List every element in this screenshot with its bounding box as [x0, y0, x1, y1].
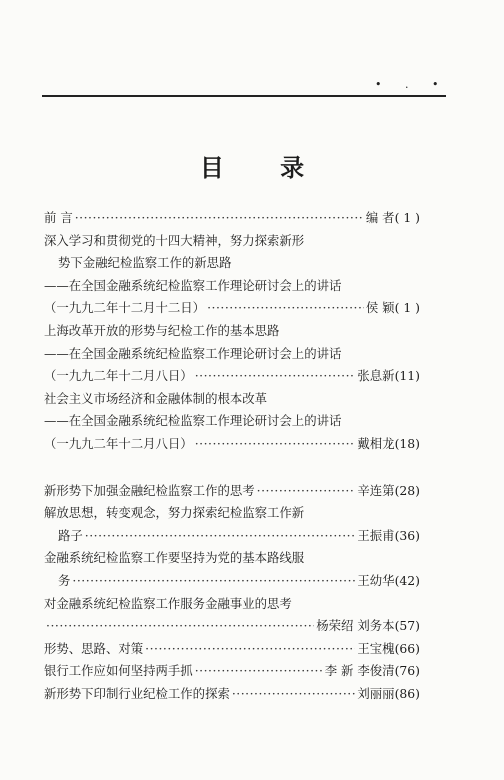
entry-subtitle: ——在全国金融系统纪检监察工作理论研讨会上的讲话: [44, 345, 342, 361]
toc-entry-preface[interactable]: [44, 208, 420, 231]
entry-title: 银行工作应如何坚持两手抓: [44, 663, 193, 679]
entry-title: 金融系统纪检监察工作要坚持为党的基本路线服: [44, 550, 305, 566]
entry-title: 上海改革开放的形势与纪检工作的基本思路: [44, 322, 280, 338]
dot-leader: [145, 641, 355, 656]
dot-leader: [257, 483, 356, 498]
entry-author: 王振甫: [357, 527, 395, 543]
entry-page: ( 1 ): [394, 210, 420, 225]
entry-author: 侯 颖: [365, 300, 395, 316]
entry-author: 王幼华: [357, 572, 395, 588]
dot-leader: [75, 210, 364, 225]
entry-page: (57): [394, 618, 420, 634]
header-rule: [42, 95, 446, 97]
table-of-contents: [44, 208, 420, 706]
dot-leader: [232, 686, 356, 701]
toc-entry-subtitle: [44, 411, 420, 434]
toc-entry[interactable]: [44, 684, 420, 707]
entry-subtitle: ——在全国金融系统纪检监察工作理论研讨会上的讲话: [44, 277, 342, 293]
entry-title: 对金融系统纪检监察工作服务金融事业的思考: [44, 595, 292, 611]
entry-author: 李 新 李俊清: [324, 663, 395, 679]
toc-entry[interactable]: [44, 639, 420, 662]
header-mark: • . •: [375, 78, 449, 91]
toc-entry-subtitle: [44, 344, 420, 367]
entry-author: 张息新: [357, 368, 395, 384]
dot-leader: [195, 368, 356, 383]
dot-leader: [195, 436, 356, 451]
entry-date: （一九九二年十二月八日）: [44, 435, 193, 451]
entry-title: 新形势下加强金融纪检监察工作的思考: [44, 482, 255, 498]
entry-page: (86): [394, 685, 420, 701]
entry-page: (42): [394, 572, 420, 588]
entry-title: 社会主义市场经济和金融体制的根本改革: [44, 390, 268, 406]
entry-author: 辛连第: [357, 482, 395, 498]
entry-author: 戴相龙: [357, 435, 395, 451]
toc-entry[interactable]: [44, 571, 420, 594]
entry-title: 解放思想，转变观念，努力探索纪检监察工作新: [44, 505, 305, 521]
entry-title: 务: [58, 572, 71, 588]
toc-entry-title-line[interactable]: [44, 231, 420, 254]
toc-entry[interactable]: [44, 481, 420, 504]
entry-page: (18): [394, 435, 420, 451]
entry-page: (28): [394, 482, 420, 498]
dot-leader: [46, 618, 314, 633]
entry-date: （一九九二年十二月十二日）: [44, 300, 206, 316]
entry-subtitle: ——在全国金融系统纪检监察工作理论研讨会上的讲话: [44, 413, 342, 429]
toc-entry-title-line[interactable]: [44, 548, 420, 571]
entry-page: (76): [394, 663, 420, 679]
dot-leader: [85, 528, 356, 543]
dot-leader: [72, 573, 355, 588]
entry-author: 刘丽丽: [357, 685, 395, 701]
entry-page: (36): [394, 527, 420, 543]
toc-entry-date-line[interactable]: [44, 366, 420, 389]
toc-entry-title-line[interactable]: [44, 594, 420, 617]
entry-date: （一九九二年十二月八日）: [44, 368, 193, 384]
toc-entry-date-line[interactable]: [44, 298, 420, 321]
page-title: 目 录: [199, 153, 329, 182]
entry-title: 形势、思路、对策: [44, 640, 144, 656]
entry-page: (66): [394, 640, 420, 656]
entry-title: 路子: [58, 527, 83, 543]
dot-leader: [195, 663, 323, 678]
entry-title: 前 言: [44, 210, 73, 225]
entry-author: 编 者: [365, 210, 395, 225]
toc-entry-date-line[interactable]: [44, 434, 420, 457]
entry-page: (11): [394, 368, 420, 384]
toc-entry[interactable]: [44, 661, 420, 684]
entry-page: ( 1 ): [394, 300, 420, 316]
toc-entry-title-line[interactable]: [44, 389, 420, 412]
toc-entry-subtitle: [44, 276, 420, 299]
entry-author: 杨荣绍 刘务本: [316, 618, 395, 634]
toc-entry-title-line[interactable]: [44, 321, 420, 344]
entry-title: 势下金融纪检监察工作的新思路: [58, 255, 232, 271]
toc-entry[interactable]: [44, 526, 420, 549]
entry-title: 新形势下印制行业纪检工作的探索: [44, 685, 230, 701]
toc-entry-title-line[interactable]: [44, 503, 420, 526]
toc-entry[interactable]: [44, 616, 420, 639]
section-gap: [44, 457, 420, 481]
entry-author: 王宝槐: [357, 640, 395, 656]
entry-title: 深入学习和贯彻党的十四大精神，努力探索新形: [44, 232, 305, 248]
toc-entry-title-line[interactable]: [44, 253, 420, 276]
dot-leader: [207, 300, 364, 315]
